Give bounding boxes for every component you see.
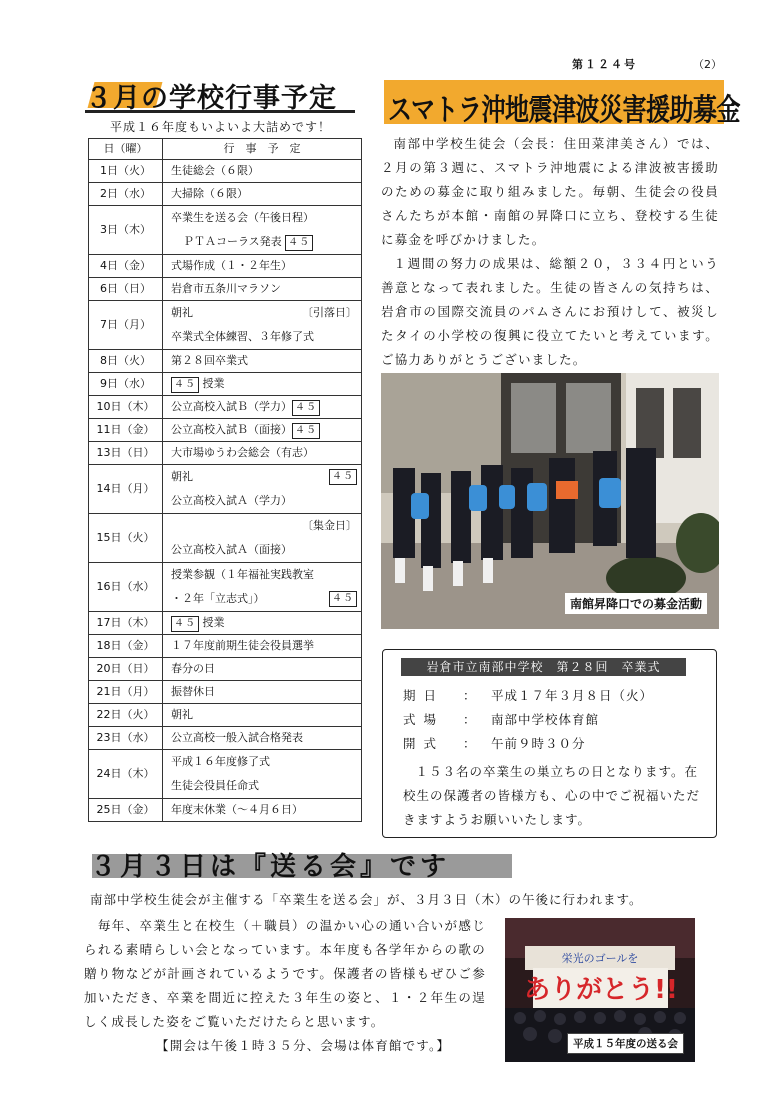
schedule-row bbox=[89, 442, 362, 465]
event-cell bbox=[163, 396, 362, 419]
fundraising-photo-caption: 南館昇降口での募金活動 bbox=[565, 593, 707, 614]
date-label: 期日 bbox=[403, 688, 445, 703]
day-cell: 4日（金） bbox=[89, 255, 163, 278]
day-cell: 20日（日） bbox=[89, 658, 163, 681]
graduation-title: 岩倉市立南部中学校 第２８回 卒業式 bbox=[401, 658, 686, 676]
schedule-row bbox=[89, 635, 362, 658]
event-cell bbox=[163, 563, 362, 612]
day-cell: 18日（金） bbox=[89, 635, 163, 658]
event-line-text: 朝礼 bbox=[171, 306, 193, 319]
fundraising-photo-image bbox=[381, 373, 719, 629]
event-cell bbox=[163, 419, 362, 442]
event-line-text: ・２年「立志式」） bbox=[171, 592, 265, 605]
day-cell: 11日（金） bbox=[89, 419, 163, 442]
event-line: 公立高校入試Ａ（学力） bbox=[171, 494, 292, 507]
event-line-text: 公立高校入試Ｂ（学力） bbox=[171, 400, 292, 413]
events-heading-text: ３月の学校行事予定 bbox=[85, 83, 337, 114]
sumatra-paragraph: 南部中学校生徒会（会長：住田菜津美さん）では、２月の第３週に、スマトラ沖地震による津波被害援助のための募金に取り組みました。毎朝、生徒会の役員さんたちが本館・南館の昇降口に立ち、登校する生徒に募金を呼びかけました。 bbox=[381, 136, 719, 247]
event-line bbox=[171, 301, 355, 325]
event-line-text: 授業 bbox=[202, 616, 225, 629]
event-line: 公立高校入試Ａ（面接） bbox=[171, 543, 292, 556]
period-badge: ４５ bbox=[292, 400, 320, 416]
schedule-row bbox=[89, 465, 362, 514]
farewell-note: 【開会は午後１時３５分、会場は体育館です。】 bbox=[156, 1038, 451, 1053]
banner-top-text: 栄光のゴールを bbox=[561, 952, 639, 965]
event-cell bbox=[163, 206, 362, 255]
schedule-row bbox=[89, 396, 362, 419]
collection-tag: 〔集金日〕 bbox=[302, 519, 357, 532]
event-cell bbox=[163, 514, 362, 563]
event-line: 卒業生を送る会（午後日程） bbox=[171, 211, 314, 224]
day-cell: 1日（火） bbox=[89, 160, 163, 183]
event-line-text: 授業 bbox=[202, 377, 225, 390]
sumatra-heading bbox=[384, 80, 741, 128]
event-cell: 大掃除（６限） bbox=[163, 183, 362, 206]
open-label: 開式 bbox=[403, 736, 445, 751]
sumatra-article bbox=[381, 132, 719, 372]
day-cell: 2日（水） bbox=[89, 183, 163, 206]
period-badge: ４５ bbox=[171, 616, 199, 632]
event-line: 卒業式全体練習、３年修了式 bbox=[171, 330, 314, 343]
day-cell: 3日（木） bbox=[89, 206, 163, 255]
event-line bbox=[171, 514, 355, 538]
page-number: （2） bbox=[693, 58, 722, 71]
day-cell: 22日（火） bbox=[89, 704, 163, 727]
event-line bbox=[171, 230, 355, 254]
graduation-date-row bbox=[403, 686, 653, 704]
sumatra-heading-text: スマトラ沖地震津波災害援助募金 bbox=[388, 92, 741, 128]
fundraising-photo bbox=[381, 373, 719, 629]
schedule-row bbox=[89, 278, 362, 301]
event-line: 授業参観（１年福祉実践教室 bbox=[171, 568, 314, 581]
schedule-row bbox=[89, 373, 362, 396]
schedule-row bbox=[89, 612, 362, 635]
schedule-header-row bbox=[89, 139, 362, 160]
event-line: 生徒会役員任命式 bbox=[171, 779, 259, 792]
day-cell: 9日（水） bbox=[89, 373, 163, 396]
event-cell: 生徒総会（６限） bbox=[163, 160, 362, 183]
event-cell bbox=[163, 750, 362, 799]
event-line-text: 朝礼 bbox=[171, 470, 193, 483]
day-cell: 6日（日） bbox=[89, 278, 163, 301]
venue-label: 式場 bbox=[403, 712, 445, 727]
event-line bbox=[171, 465, 355, 489]
colon: ： bbox=[463, 736, 477, 751]
schedule-row bbox=[89, 183, 362, 206]
graduation-venue-row bbox=[403, 710, 599, 728]
schedule-row bbox=[89, 350, 362, 373]
event-cell: 式場作成（１・２年生） bbox=[163, 255, 362, 278]
farewell-lead: 南部中学校生徒会が主催する「卒業生を送る会」が、３月３日（木）の午後に行われます。 bbox=[90, 892, 643, 907]
schedule-row bbox=[89, 206, 362, 255]
event-cell: 公立高校一般入試合格発表 bbox=[163, 727, 362, 750]
schedule-row bbox=[89, 563, 362, 612]
event-cell: 振替休日 bbox=[163, 681, 362, 704]
schedule-row bbox=[89, 681, 362, 704]
sumatra-paragraph: １週間の努力の成果は、総額２０，３３４円という善意となって表れました。生徒の皆さんの気持ちは、岩倉市の国際交流員のパムさんにお預けして、被災したタイの小学校の復興に役立てたいと考えています。ご協力ありがとうございました。 bbox=[381, 256, 719, 367]
event-cell: 第２８回卒業式 bbox=[163, 350, 362, 373]
event-cell bbox=[163, 465, 362, 514]
colon: ： bbox=[463, 712, 477, 727]
farewell-heading-text: ３月３日は『送る会』です bbox=[90, 852, 451, 882]
schedule-row bbox=[89, 750, 362, 799]
event-cell: 大市場ゆうわ会総会（有志） bbox=[163, 442, 362, 465]
event-line: 平成１６年度修了式 bbox=[171, 755, 270, 768]
day-cell: 25日（金） bbox=[89, 799, 163, 822]
colon: ： bbox=[463, 688, 477, 703]
farewell-photo-caption: 平成１５年度の送る会 bbox=[567, 1033, 684, 1054]
day-cell: 14日（月） bbox=[89, 465, 163, 514]
day-cell: 16日（水） bbox=[89, 563, 163, 612]
event-cell bbox=[163, 373, 362, 396]
event-cell: 朝礼 bbox=[163, 704, 362, 727]
issue-number: 第１２４号 bbox=[572, 58, 637, 71]
schedule-row bbox=[89, 658, 362, 681]
events-heading bbox=[85, 76, 355, 113]
day-cell: 17日（木） bbox=[89, 612, 163, 635]
date-value: 平成１７年３月８日（火） bbox=[491, 688, 654, 703]
event-cell bbox=[163, 612, 362, 635]
schedule-row bbox=[89, 419, 362, 442]
event-cell: 年度末休業（～４月６日） bbox=[163, 799, 362, 822]
schedule-row bbox=[89, 255, 362, 278]
event-cell: １７年度前期生徒会役員選挙 bbox=[163, 635, 362, 658]
events-subtitle: 平成１６年度もいよいよ大詰めです！ bbox=[110, 120, 332, 134]
open-value: 午前９時３０分 bbox=[491, 736, 586, 751]
schedule-row bbox=[89, 727, 362, 750]
day-cell: 15日（火） bbox=[89, 514, 163, 563]
graduation-note bbox=[403, 760, 707, 832]
farewell-photo bbox=[505, 918, 695, 1062]
schedule-row bbox=[89, 514, 362, 563]
event-cell bbox=[163, 301, 362, 350]
farewell-article bbox=[84, 914, 486, 1058]
schedule-table bbox=[88, 138, 362, 822]
farewell-body: 毎年、卒業生と在校生（＋職員）の温かい心の通い合いが感じられる素晴らしい会となっています。本年度も各学年からの歌の贈り物などが計画されているようです。保護者の皆様もぜひご参加いただき、卒業を間近に控えた３年生の姿と、１・２年生の逞しく成長した姿をご覧いただけたらと思います。 bbox=[84, 918, 486, 1029]
schedule-row bbox=[89, 799, 362, 822]
period-badge: ４５ bbox=[329, 591, 357, 607]
venue-value: 南部中学校体育館 bbox=[491, 712, 600, 727]
event-line-text: ＰＴＡコーラス発表 bbox=[183, 235, 282, 248]
day-cell: 8日（火） bbox=[89, 350, 163, 373]
event-cell: 岩倉市五条川マラソン bbox=[163, 278, 362, 301]
day-cell: 24日（木） bbox=[89, 750, 163, 799]
col-event-header: 行 事 予 定 bbox=[163, 139, 362, 160]
col-day-header: 日（曜） bbox=[89, 139, 163, 160]
period-badge: ４５ bbox=[329, 469, 357, 485]
withdrawal-tag: 〔引落日〕 bbox=[302, 306, 357, 319]
graduation-box bbox=[382, 649, 717, 838]
farewell-heading bbox=[84, 848, 514, 880]
event-line bbox=[171, 587, 355, 611]
day-cell: 7日（月） bbox=[89, 301, 163, 350]
period-badge: ４５ bbox=[285, 235, 313, 251]
banner-thanks-text: ありがとう!! bbox=[524, 975, 678, 1005]
period-badge: ４５ bbox=[292, 423, 320, 439]
event-cell: 春分の日 bbox=[163, 658, 362, 681]
graduation-open-row bbox=[403, 734, 586, 752]
day-cell: 21日（月） bbox=[89, 681, 163, 704]
day-cell: 10日（木） bbox=[89, 396, 163, 419]
graduation-note-text: １５３名の卒業生の巣立ちの日となります。在校生の保護者の皆様方も、心の中でご祝福いただきますようお願いいたします。 bbox=[403, 764, 701, 827]
schedule-row bbox=[89, 301, 362, 350]
day-cell: 13日（日） bbox=[89, 442, 163, 465]
period-badge: ４５ bbox=[171, 377, 199, 393]
schedule-row bbox=[89, 160, 362, 183]
day-cell: 23日（水） bbox=[89, 727, 163, 750]
event-line-text: 公立高校入試Ｂ（面接） bbox=[171, 423, 292, 436]
schedule-row bbox=[89, 704, 362, 727]
